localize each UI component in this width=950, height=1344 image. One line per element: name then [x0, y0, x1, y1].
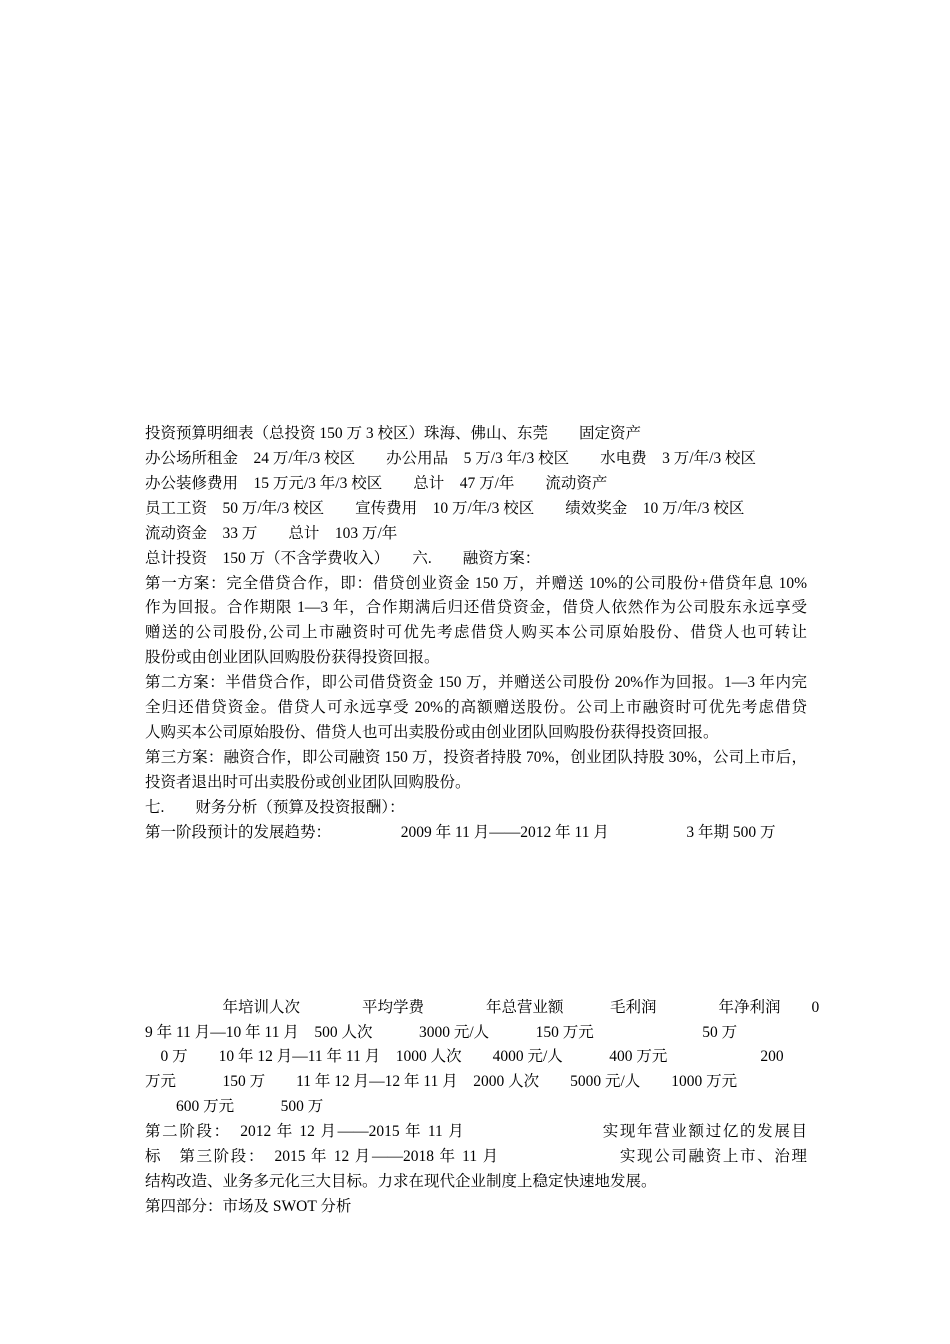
section-heading-finance: 七. 财务分析（预算及投资报酬）：	[145, 799, 405, 816]
stage-three-line: 结构改造、业务多元化三大目标。力求在现代企业制度上稳定快速地发展。	[145, 1173, 657, 1190]
forecast-line: 9 年 11 月—10 年 11 月 500 人次 3000 元/人 150 万元 50 万	[145, 1024, 738, 1041]
forecast-line: 万元 150 万 11 年 12 月—12 年 11 月 2000 人次 5000 元/人 1000 万元	[145, 1073, 738, 1090]
plan-one-text: 作为回报。合作期限 1—3 年，合作期满后归还借贷资金，借贷人依然作为公司股东永远享受	[145, 599, 807, 616]
stage-one-line: 第一阶段预计的发展趋势： 2009 年 11 月——2012 年 11 月 3 年期 500 万	[145, 824, 776, 841]
section-heading-swot: 第四部分：市场及 SWOT 分析	[145, 1198, 352, 1215]
budget-line: 流动资金 33 万 总计 103 万/年	[145, 525, 398, 542]
plan-two-text: 第二方案：半借贷合作，即公司借贷资金 150 万，并赠送公司股份 20%作为回报。1—3 年内完	[145, 674, 807, 691]
plan-two-text: 人购买本公司原始股份、借贷人也可出卖股份或由创业团队回购股份获得投资回报。	[145, 724, 719, 741]
forecast-line: 600 万元 500 万	[145, 1098, 324, 1115]
plan-one-text: 第一方案：完全借贷合作，即：借贷创业资金 150 万，并赠送 10%的公司股份+借贷年息 10%	[145, 575, 807, 592]
budget-title-line: 投资预算明细表（总投资 150 万 3 校区）珠海、佛山、东莞 固定资产	[145, 425, 642, 442]
stage-two-line: 第二阶段： 2012 年 12 月——2015 年 11 月 实现年营业额过亿的发展目	[145, 1123, 807, 1140]
budget-line: 办公场所租金 24 万/年/3 校区 办公用品 5 万/3 年/3 校区 水电费 3 万/年/3 校区	[145, 450, 756, 467]
forecast-header-line: 年培训人次 平均学费 年总营业额 毛利润 年净利润 0	[145, 999, 820, 1016]
plan-two-text: 全归还借贷资金。借贷人可永远享受 20%的高额赠送股份。公司上市融资时可优先考虑借贷	[145, 699, 807, 716]
budget-line: 员工工资 50 万/年/3 校区 宣传费用 10 万/年/3 校区 绩效奖金 10 万/年/3 校区	[145, 500, 745, 517]
stage-three-line: 标 第三阶段： 2015 年 12 月——2018 年 11 月 实现公司融资上市、治理	[145, 1148, 807, 1165]
plan-three-text: 第三方案：融资合作，即公司融资 150 万，投资者持股 70%，创业团队持股 30%，公司上市后，	[145, 749, 807, 766]
plan-three-text: 投资者退出时可出卖股份或创业团队回购股份。	[145, 774, 471, 791]
plan-one-text: 股份或由创业团队回购股份获得投资回报。	[145, 649, 440, 666]
forecast-line: 0 万 10 年 12 月—11 年 11 月 1000 人次 4000 元/人 400 万元 200	[145, 1048, 784, 1065]
plan-one-text: 赠送的公司股份,公司上市融资时可优先考虑借贷人购买本公司原始股份、借贷人也可转让	[145, 624, 807, 641]
budget-total-line: 总计投资 150 万（不含学费收入） 六. 融资方案：	[145, 550, 541, 567]
budget-line: 办公装修费用 15 万元/3 年/3 校区 总计 47 万/年 流动资产	[145, 475, 608, 492]
